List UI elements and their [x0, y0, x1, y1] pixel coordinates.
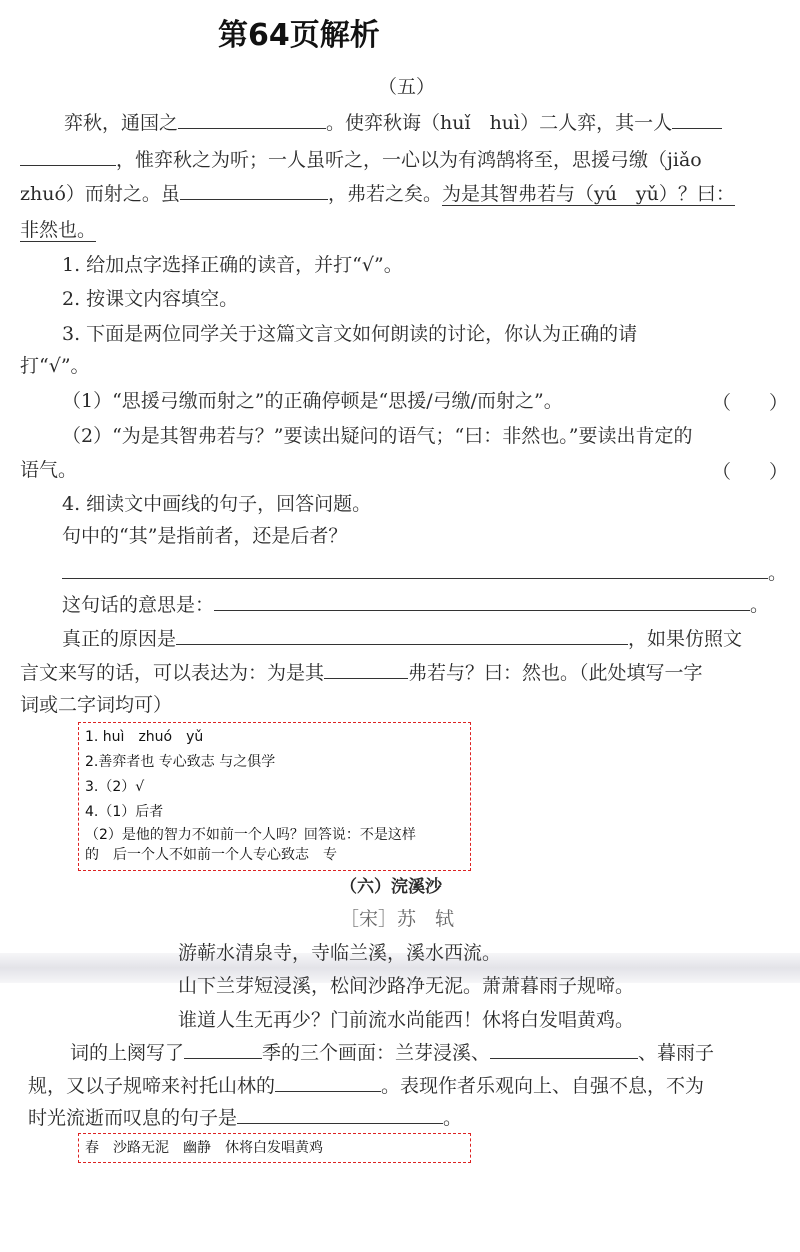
section-heading: （五） — [378, 76, 436, 98]
question-4c: 真正的原因是 ，如果仿照文 — [62, 628, 743, 650]
poem-line-3: 谁道人生无再少？门前流水尚能西！休将白发唱黄鸡。 — [178, 1009, 635, 1031]
page-title: 第64页解析 — [218, 18, 380, 53]
question-4c-cont2: 词或二字词均可） — [20, 694, 173, 716]
question-4b: 这句话的意思是： 。 — [62, 594, 770, 616]
section6-question-2: 规，又以子规啼来衬托山林的 。表现作者乐观向上、自强不息，不为 — [28, 1075, 705, 1097]
answer-line: 。 — [62, 560, 787, 586]
passage-line-3: zhuó）而射之。虽 ，弗若之矣。为是其智弗若与（yú yǔ）？曰： — [20, 183, 735, 205]
answer-1: 1. huì zhuó yǔ — [85, 729, 204, 745]
question-3-1: （1）“思援弓缴而射之”的正确停顿是“思援/弓缴/而射之”。 — [62, 390, 563, 412]
poem-author: ［宋］苏 轼 — [340, 908, 455, 930]
section-heading: （六）浣溪沙 — [340, 877, 442, 897]
answer-4-2-cont: 的 后一个人不如前一个人专心致志 专 — [85, 847, 337, 863]
question-4: 4. 细读文中画线的句子，回答问题。 — [62, 493, 372, 515]
passage-line-1: 弈秋，通国之 。使弈秋诲（huǐ huì）二人弈，其一人 — [64, 110, 722, 136]
question-3-2-cont: 语气。 — [20, 459, 78, 481]
answer-6: 春 沙路无泥 幽静 休将白发唱黄鸡 — [85, 1140, 323, 1156]
answer-paren: （ ） — [712, 392, 789, 414]
question-3-cont: 打“√”。 — [20, 355, 90, 377]
question-4a: 句中的“其”是指前者，还是后者？ — [62, 525, 348, 547]
question-4c-cont: 言文来写的话，可以表达为：为是其 弗若与？曰：然也。（此处填写一字 — [20, 662, 703, 684]
question-3: 3. 下面是两位同学关于这篇文言文如何朗读的讨论，你认为正确的请 — [62, 323, 638, 345]
answer-4: 4.（1）后者 — [85, 804, 164, 820]
section6-question-1: 词的上阕写了 季的三个画面：兰芽浸溪、 、暮雨子 — [70, 1042, 715, 1064]
question-2: 2. 按课文内容填空。 — [62, 288, 239, 310]
section6-question-3: 时光流逝而叹息的句子是 。 — [28, 1107, 463, 1129]
answer-box-5 — [78, 722, 471, 871]
answer-2: 2.善弈者也 专心致志 与之俱学 — [85, 754, 276, 770]
poem-line-2: 山下兰芽短浸溪，松间沙路净无泥。萧萧暮雨子规啼。 — [178, 975, 635, 997]
question-1: 1. 给加点字选择正确的读音，并打“√”。 — [62, 254, 403, 276]
passage-line-2: ，惟弈秋之为听；一人虽听之，一心以为有鸿鹄将至，思援弓缴（jiǎo — [20, 147, 702, 173]
answer-paren: （ ） — [712, 461, 789, 483]
answer-box-6 — [78, 1133, 471, 1163]
answer-3: 3.（2）√ — [85, 779, 145, 795]
answer-4-2: （2）是他的智力不如前一个人吗？回答说：不是这样 — [85, 827, 416, 843]
question-3-2: （2）“为是其智弗若与？”要读出疑问的语气；“曰：非然也。”要读出肯定的 — [62, 425, 693, 447]
passage-line-4: 非然也。 — [20, 219, 97, 241]
poem-line-1: 游蕲水清泉寺，寺临兰溪，溪水西流。 — [178, 942, 502, 964]
